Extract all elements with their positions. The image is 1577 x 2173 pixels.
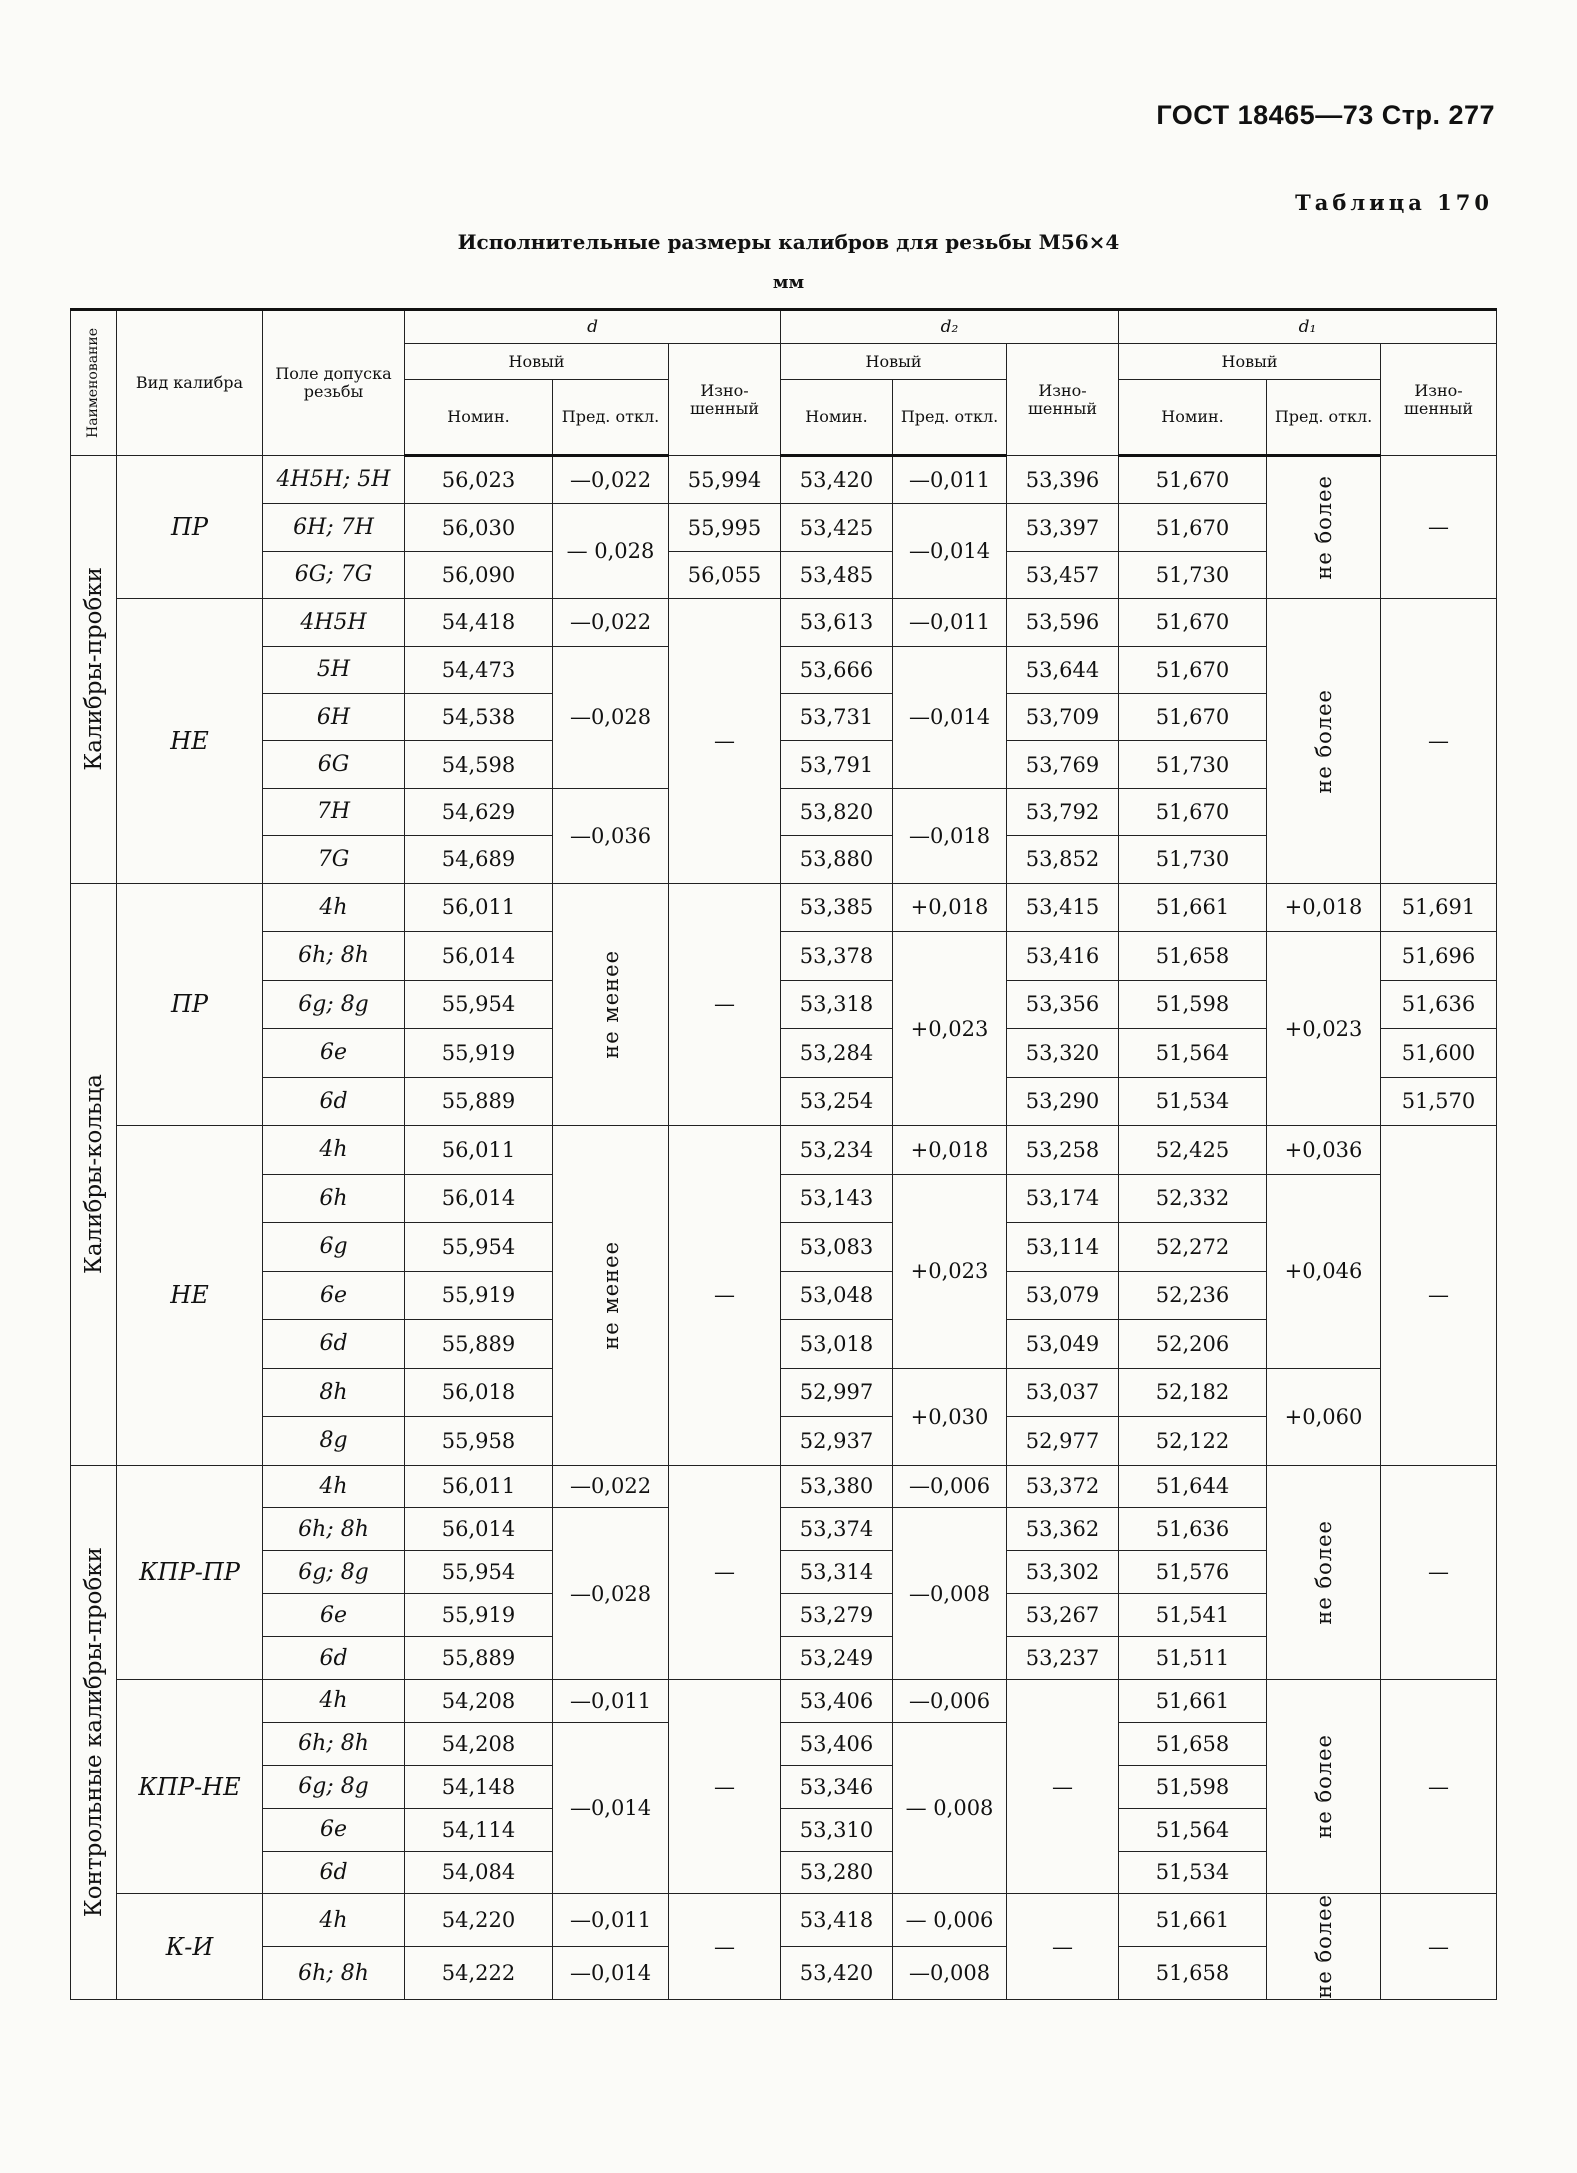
d2-nom-cell: 53,613	[781, 599, 893, 646]
pole-cell: 7H	[263, 788, 405, 835]
table-row	[71, 1126, 1497, 1175]
pole-cell: 6h; 8h	[263, 1508, 405, 1551]
d-izn-cell: —	[669, 1679, 781, 1893]
d2-nom-cell: 53,378	[781, 932, 893, 981]
d-nom-cell: 55,919	[405, 1594, 553, 1637]
d2-nom-cell: 53,346	[781, 1765, 893, 1808]
d2-nom-cell: 53,666	[781, 646, 893, 693]
d-nom-cell: 54,629	[405, 788, 553, 835]
pole-cell: 8g	[263, 1417, 405, 1466]
table-row	[71, 456, 1497, 504]
vid-label: К-И	[117, 1894, 263, 2000]
d2-izn-cell: 53,397	[1007, 504, 1119, 551]
d1-pred-header: Пред. откл.	[1267, 380, 1381, 456]
d-nom-cell: 56,011	[405, 1465, 553, 1508]
table-row	[71, 1174, 1497, 1223]
d-nom-cell: 54,598	[405, 741, 553, 788]
d2-new-header: Новый	[781, 344, 1007, 380]
d2-izn-cell: 53,416	[1007, 932, 1119, 981]
d2-nom-cell: 53,385	[781, 883, 893, 932]
d1-dev-cell: +0,023	[1267, 932, 1381, 1126]
d-nom-cell: 54,689	[405, 836, 553, 883]
d2-izn-cell: 53,372	[1007, 1465, 1119, 1508]
d2-dev-cell: +0,018	[893, 883, 1007, 932]
vid-label: КПР-ПР	[117, 1465, 263, 1679]
d1-nom-cell: 51,670	[1119, 646, 1267, 693]
d2-dev-cell: —0,006	[893, 1679, 1007, 1722]
table-row	[71, 1368, 1497, 1417]
d-nom-cell: 54,418	[405, 599, 553, 646]
d2-izn-cell: 53,114	[1007, 1223, 1119, 1272]
d1-izn-header: Изно-шенный	[1381, 344, 1497, 456]
table-row	[71, 1894, 1497, 1947]
d1-nom-cell: 51,541	[1119, 1594, 1267, 1637]
pole-cell: 4H5H; 5H	[263, 456, 405, 504]
vid-label: ПР	[117, 456, 263, 599]
pole-cell: 7G	[263, 836, 405, 883]
d-dev-cell: —0,022	[553, 456, 669, 504]
pole-cell: 6d	[263, 1077, 405, 1126]
pole-cell: 4h	[263, 1894, 405, 1947]
table-row	[71, 599, 1497, 646]
d1-nom-cell: 52,332	[1119, 1174, 1267, 1223]
d2-nom-cell: 53,420	[781, 456, 893, 504]
d2-dev-cell: +0,023	[893, 932, 1007, 1126]
col-d2-header: d₂	[781, 310, 1119, 344]
pole-cell: 6G	[263, 741, 405, 788]
d2-dev-cell: —0,014	[893, 504, 1007, 599]
d1-dev-cell: +0,046	[1267, 1174, 1381, 1368]
d1-nom-cell: 51,730	[1119, 836, 1267, 883]
pole-cell: 6d	[263, 1851, 405, 1894]
vid-label: ПР	[117, 883, 263, 1126]
d2-izn-cell: 53,644	[1007, 646, 1119, 693]
pole-cell: 6g; 8g	[263, 1765, 405, 1808]
d-nom-cell: 55,954	[405, 980, 553, 1029]
d-nom-cell: 55,958	[405, 1417, 553, 1466]
table-row	[71, 1679, 1497, 1722]
d-nom-cell: 54,148	[405, 1765, 553, 1808]
table-unit: мм	[772, 272, 805, 293]
d2-dev-cell: +0,030	[893, 1368, 1007, 1465]
d2-izn-cell: 53,174	[1007, 1174, 1119, 1223]
d1-nom-cell: 51,598	[1119, 1765, 1267, 1808]
d2-izn-cell: 53,302	[1007, 1551, 1119, 1594]
d1-nom-cell: 51,564	[1119, 1808, 1267, 1851]
d2-nom-cell: 53,418	[781, 1894, 893, 1947]
col-d-header: d	[405, 310, 781, 344]
pole-cell: 6h	[263, 1174, 405, 1223]
d1-nom-cell: 51,636	[1119, 1508, 1267, 1551]
d-nom-cell: 55,919	[405, 1271, 553, 1320]
d-nom-cell: 56,090	[405, 551, 553, 598]
pole-cell: 4H5H	[263, 599, 405, 646]
d2-dev-cell: —0,014	[893, 646, 1007, 788]
d2-nom-cell: 53,318	[781, 980, 893, 1029]
d1-nom-cell: 51,511	[1119, 1637, 1267, 1680]
d2-izn-cell: 53,037	[1007, 1368, 1119, 1417]
d1-nom-cell: 51,670	[1119, 788, 1267, 835]
d2-dev-cell: +0,023	[893, 1174, 1007, 1368]
d-new-header: Новый	[405, 344, 669, 380]
d1-nom-cell: 51,658	[1119, 932, 1267, 981]
d1-nom-cell: 52,272	[1119, 1223, 1267, 1272]
d2-nom-cell: 53,425	[781, 504, 893, 551]
d1-nom-cell: 51,576	[1119, 1551, 1267, 1594]
d-nom-cell: 56,014	[405, 1174, 553, 1223]
d2-izn-cell: 53,396	[1007, 456, 1119, 504]
d2-izn-cell: —	[1007, 1679, 1119, 1893]
d-izn-header: Изно-шенный	[669, 344, 781, 456]
d1-new-header: Новый	[1119, 344, 1381, 380]
group-label: Калибры-пробки	[71, 456, 117, 884]
d2-nom-cell: 53,279	[781, 1594, 893, 1637]
d2-dev-cell: — 0,006	[893, 1894, 1007, 1947]
d-limit-cell: не менее	[553, 1126, 669, 1466]
d1-nom-cell: 51,670	[1119, 504, 1267, 551]
pole-cell: 6h; 8h	[263, 1947, 405, 2000]
d2-nom-cell: 53,254	[781, 1077, 893, 1126]
d-izn-cell: —	[669, 1894, 781, 2000]
pole-cell: 6g; 8g	[263, 980, 405, 1029]
pole-cell: 6e	[263, 1271, 405, 1320]
d2-nom-cell: 53,048	[781, 1271, 893, 1320]
vid-label: НЕ	[117, 1126, 263, 1466]
d1-nom-cell: 52,236	[1119, 1271, 1267, 1320]
d-izn-cell: 55,994	[669, 456, 781, 504]
pole-cell: 6e	[263, 1029, 405, 1078]
d1-izn-cell: —	[1381, 1465, 1497, 1679]
d-nom-cell: 55,889	[405, 1077, 553, 1126]
d-izn-cell: —	[669, 883, 781, 1126]
d-nom-cell: 56,011	[405, 1126, 553, 1175]
d1-dev-cell: +0,018	[1267, 883, 1381, 932]
d2-nom-header: Номин.	[781, 380, 893, 456]
d2-izn-cell: 53,852	[1007, 836, 1119, 883]
d1-nom-cell: 51,730	[1119, 551, 1267, 598]
d1-nom-cell: 51,670	[1119, 456, 1267, 504]
d-nom-header: Номин.	[405, 380, 553, 456]
d-nom-cell: 54,473	[405, 646, 553, 693]
d-izn-cell: 55,995	[669, 504, 781, 551]
d1-nom-cell: 51,564	[1119, 1029, 1267, 1078]
d-nom-cell: 54,538	[405, 693, 553, 740]
d2-nom-cell: 53,234	[781, 1126, 893, 1175]
d2-izn-cell: 53,792	[1007, 788, 1119, 835]
d-dev-cell: —0,022	[553, 1465, 669, 1508]
d2-nom-cell: 53,280	[781, 1851, 893, 1894]
d-nom-cell: 55,954	[405, 1223, 553, 1272]
d2-izn-cell: 53,415	[1007, 883, 1119, 932]
d1-nom-cell: 52,122	[1119, 1417, 1267, 1466]
d2-izn-cell: 53,362	[1007, 1508, 1119, 1551]
d1-nom-cell: 52,206	[1119, 1320, 1267, 1369]
d2-nom-cell: 53,380	[781, 1465, 893, 1508]
d2-izn-cell: 53,596	[1007, 599, 1119, 646]
d-nom-cell: 55,954	[405, 1551, 553, 1594]
d2-dev-cell: —0,018	[893, 788, 1007, 883]
d-dev-cell: —0,014	[553, 1947, 669, 2000]
d2-nom-cell: 53,791	[781, 741, 893, 788]
pole-cell: 6g; 8g	[263, 1551, 405, 1594]
d-nom-cell: 54,084	[405, 1851, 553, 1894]
col-vid-header: Вид калибра	[117, 310, 263, 456]
pole-cell: 6e	[263, 1594, 405, 1637]
d2-nom-cell: 53,284	[781, 1029, 893, 1078]
d1-izn-cell: 51,691	[1381, 883, 1497, 932]
d1-nom-cell: 52,425	[1119, 1126, 1267, 1175]
d2-nom-cell: 53,406	[781, 1679, 893, 1722]
pole-cell: 6H; 7H	[263, 504, 405, 551]
d-dev-cell: —0,036	[553, 788, 669, 883]
d-nom-cell: 56,018	[405, 1368, 553, 1417]
d2-nom-cell: 53,083	[781, 1223, 893, 1272]
vid-label: НЕ	[117, 599, 263, 883]
d2-nom-cell: 53,018	[781, 1320, 893, 1369]
d-pred-header: Пред. откл.	[553, 380, 669, 456]
d2-dev-cell: —0,011	[893, 456, 1007, 504]
group-label: Контрольные калибры-пробки	[71, 1465, 117, 2000]
d-nom-cell: 55,889	[405, 1637, 553, 1680]
d1-nom-cell: 51,644	[1119, 1465, 1267, 1508]
d2-dev-cell: —0,008	[893, 1947, 1007, 2000]
d1-limit-cell: не более	[1267, 1465, 1381, 1679]
d2-izn-cell: 53,267	[1007, 1594, 1119, 1637]
d2-nom-cell: 52,997	[781, 1368, 893, 1417]
pole-cell: 4h	[263, 1465, 405, 1508]
d2-nom-cell: 53,310	[781, 1808, 893, 1851]
d1-dev-cell: +0,060	[1267, 1368, 1381, 1465]
d1-nom-cell: 52,182	[1119, 1368, 1267, 1417]
d2-dev-cell: —0,008	[893, 1508, 1007, 1680]
pole-cell: 5H	[263, 646, 405, 693]
d2-pred-header: Пред. откл.	[893, 380, 1007, 456]
table-number: Таблица 170	[1295, 190, 1493, 215]
d1-nom-cell: 51,670	[1119, 599, 1267, 646]
d2-izn-cell: 53,356	[1007, 980, 1119, 1029]
d2-nom-cell: 53,314	[781, 1551, 893, 1594]
d1-limit-cell: не более	[1267, 1679, 1381, 1893]
d1-izn-cell: 51,696	[1381, 932, 1497, 981]
pole-cell: 6h; 8h	[263, 1722, 405, 1765]
d2-izn-cell: 53,290	[1007, 1077, 1119, 1126]
table-row	[71, 1465, 1497, 1508]
d2-nom-cell: 53,820	[781, 788, 893, 835]
d2-izn-cell: 53,320	[1007, 1029, 1119, 1078]
d2-izn-cell: 53,237	[1007, 1637, 1119, 1680]
group-label: Калибры-кольца	[71, 883, 117, 1465]
d-izn-cell: —	[669, 1465, 781, 1679]
d2-nom-cell: 53,143	[781, 1174, 893, 1223]
d1-limit-cell: не более	[1267, 1894, 1381, 2000]
table-row	[71, 883, 1497, 932]
d1-izn-cell: —	[1381, 1894, 1497, 2000]
d1-izn-cell: 51,636	[1381, 980, 1497, 1029]
d2-nom-cell: 53,485	[781, 551, 893, 598]
col-d1-header: d₁	[1119, 310, 1497, 344]
d1-nom-cell: 51,598	[1119, 980, 1267, 1029]
d1-izn-cell: —	[1381, 456, 1497, 599]
d-dev-cell: —0,028	[553, 646, 669, 788]
pole-cell: 6d	[263, 1320, 405, 1369]
d-izn-cell: —	[669, 599, 781, 883]
d1-izn-cell: —	[1381, 599, 1497, 883]
d2-izn-cell: 53,709	[1007, 693, 1119, 740]
page-header: ГОСТ 18465—73 Стр. 277	[1156, 100, 1495, 130]
d1-dev-cell: +0,036	[1267, 1126, 1381, 1175]
d1-nom-cell: 51,670	[1119, 693, 1267, 740]
d2-dev-cell: —0,006	[893, 1465, 1007, 1508]
d1-nom-cell: 51,661	[1119, 1679, 1267, 1722]
d-dev-cell: —0,014	[553, 1722, 669, 1894]
d-dev-cell: —0,028	[553, 1508, 669, 1680]
d-nom-cell: 54,114	[405, 1808, 553, 1851]
d2-dev-cell: —0,011	[893, 599, 1007, 646]
d2-nom-cell: 53,731	[781, 693, 893, 740]
d1-izn-cell: 51,600	[1381, 1029, 1497, 1078]
d-nom-cell: 54,208	[405, 1722, 553, 1765]
d2-dev-cell: — 0,008	[893, 1722, 1007, 1894]
d1-nom-cell: 51,534	[1119, 1077, 1267, 1126]
d1-limit-cell: не более	[1267, 456, 1381, 599]
pole-cell: 6h; 8h	[263, 932, 405, 981]
d-nom-cell: 56,014	[405, 1508, 553, 1551]
d-nom-cell: 56,011	[405, 883, 553, 932]
d2-dev-cell: +0,018	[893, 1126, 1007, 1175]
d2-nom-cell: 53,880	[781, 836, 893, 883]
pole-cell: 4h	[263, 1126, 405, 1175]
d-nom-cell: 54,220	[405, 1894, 553, 1947]
d2-nom-cell: 53,420	[781, 1947, 893, 2000]
d-nom-cell: 56,030	[405, 504, 553, 551]
d1-nom-cell: 51,658	[1119, 1947, 1267, 2000]
d2-izn-cell: 53,049	[1007, 1320, 1119, 1369]
pole-cell: 4h	[263, 1679, 405, 1722]
pole-cell: 6H	[263, 693, 405, 740]
d2-izn-cell: 53,258	[1007, 1126, 1119, 1175]
d-izn-cell: 56,055	[669, 551, 781, 598]
d1-nom-cell: 51,661	[1119, 883, 1267, 932]
pole-cell: 6e	[263, 1808, 405, 1851]
d2-nom-cell: 53,406	[781, 1722, 893, 1765]
d2-izn-header: Изно-шенный	[1007, 344, 1119, 456]
d1-nom-header: Номин.	[1119, 380, 1267, 456]
d2-izn-cell: 53,079	[1007, 1271, 1119, 1320]
pole-cell: 4h	[263, 883, 405, 932]
d-dev-cell: —0,011	[553, 1679, 669, 1722]
table-row	[71, 932, 1497, 981]
d2-izn-cell: —	[1007, 1894, 1119, 2000]
d-limit-cell: не менее	[553, 883, 669, 1126]
d1-izn-cell: —	[1381, 1679, 1497, 1893]
d-nom-cell: 56,014	[405, 932, 553, 981]
d2-nom-cell: 53,374	[781, 1508, 893, 1551]
d-nom-cell: 55,889	[405, 1320, 553, 1369]
d-izn-cell: —	[669, 1126, 781, 1466]
d-dev-cell: —0,022	[553, 599, 669, 646]
d-nom-cell: 56,023	[405, 456, 553, 504]
d-nom-cell: 54,222	[405, 1947, 553, 2000]
pole-cell: 6G; 7G	[263, 551, 405, 598]
pole-cell: 6g	[263, 1223, 405, 1272]
vid-label: КПР-НЕ	[117, 1679, 263, 1893]
pole-cell: 6d	[263, 1637, 405, 1680]
col-pole-header: Поле допуска резьбы	[263, 310, 405, 456]
d1-izn-cell: 51,570	[1381, 1077, 1497, 1126]
d1-nom-cell: 51,658	[1119, 1722, 1267, 1765]
d1-nom-cell: 51,730	[1119, 741, 1267, 788]
col-naim-header: Наименование	[71, 310, 117, 456]
d1-limit-cell: не более	[1267, 599, 1381, 883]
d1-nom-cell: 51,661	[1119, 1894, 1267, 1947]
d2-izn-cell: 53,769	[1007, 741, 1119, 788]
d1-izn-cell: —	[1381, 1126, 1497, 1466]
pole-cell: 8h	[263, 1368, 405, 1417]
calibre-table	[70, 308, 1497, 2000]
d1-nom-cell: 51,534	[1119, 1851, 1267, 1894]
d-nom-cell: 54,208	[405, 1679, 553, 1722]
d2-nom-cell: 53,249	[781, 1637, 893, 1680]
d-nom-cell: 55,919	[405, 1029, 553, 1078]
d2-izn-cell: 53,457	[1007, 551, 1119, 598]
d2-nom-cell: 52,937	[781, 1417, 893, 1466]
d2-izn-cell: 52,977	[1007, 1417, 1119, 1466]
d-dev-cell: —0,011	[553, 1894, 669, 1947]
d-dev-cell: — 0,028	[553, 504, 669, 599]
table-title: Исполнительные размеры калибров для резьбы М56×4	[457, 230, 1120, 254]
